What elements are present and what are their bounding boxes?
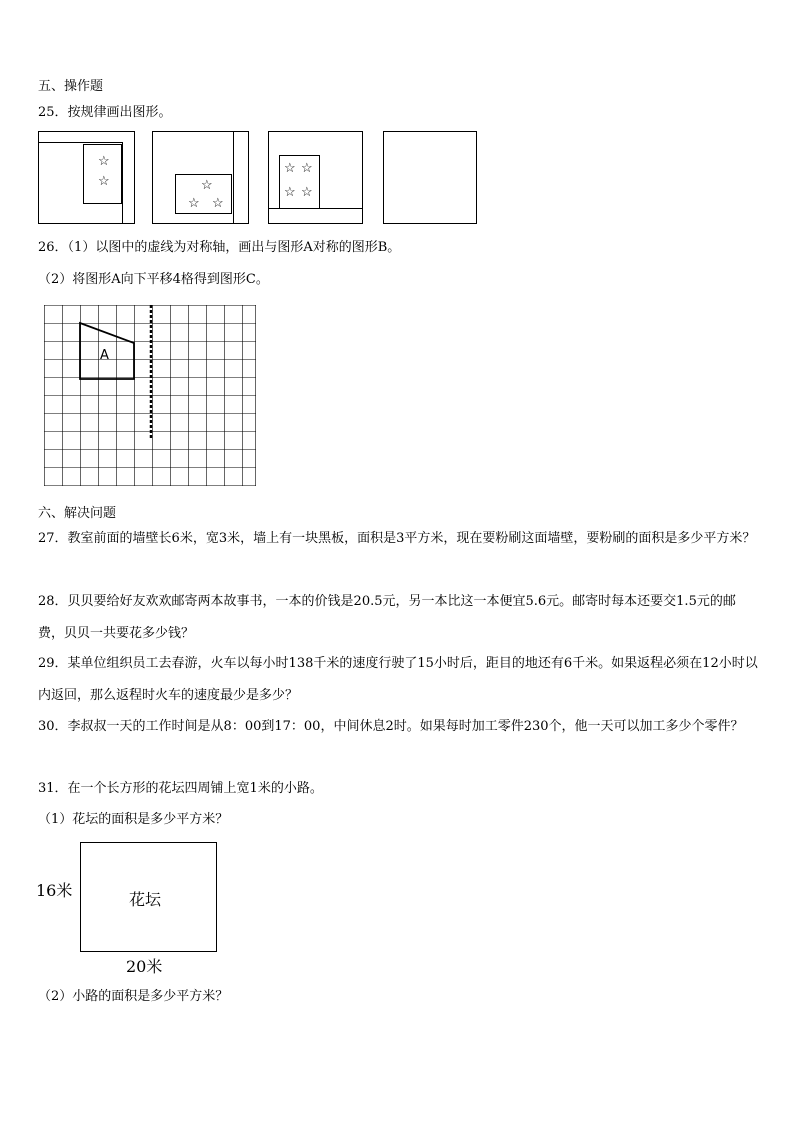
pattern-figure-4-answer[interactable] bbox=[383, 131, 477, 224]
star-icon: ☆ bbox=[98, 174, 110, 189]
pattern-figure-1 bbox=[38, 131, 135, 224]
star-icon: ☆ bbox=[301, 161, 313, 176]
question-31-part-2: （2）小路的面积是多少平方米？ bbox=[38, 989, 229, 1004]
pattern-line bbox=[233, 131, 234, 224]
section-6-title: 六、解决问题 bbox=[38, 506, 117, 521]
question-26-part-2: （2）将图形A向下平移4格得到图形C。 bbox=[38, 272, 269, 287]
question-27: 27．教室前面的墙壁长6米，宽3米，墙上有一块黑板，面积是3平方米，现在要粉刷这面墙壁，要粉刷的面积是多少平方米？ bbox=[38, 531, 756, 546]
symmetry-grid[interactable] bbox=[44, 305, 258, 492]
pattern-figure-2 bbox=[152, 131, 249, 224]
garden-rectangle bbox=[80, 842, 217, 952]
question-31: 31．在一个长方形的花坛四周铺上宽1米的小路。 bbox=[38, 781, 323, 796]
garden-label: 花坛 bbox=[129, 890, 162, 909]
question-31-part-1: （1）花坛的面积是多少平方米？ bbox=[38, 812, 229, 827]
star-icon: ☆ bbox=[284, 161, 296, 176]
garden-width-label: 20米 bbox=[126, 957, 163, 976]
garden-height-label: 16米 bbox=[36, 881, 73, 900]
star-icon: ☆ bbox=[301, 185, 313, 200]
question-26-part-1: 26．（1）以图中的虚线为对称轴，画出与图形A对称的图形B。 bbox=[38, 240, 401, 255]
question-30: 30．李叔叔一天的工作时间是从8：00到17：00，中间休息2时。如果每时加工零件230个，他一天可以加工多少个零件？ bbox=[38, 719, 744, 734]
star-icon: ☆ bbox=[212, 196, 224, 211]
star-icon: ☆ bbox=[201, 178, 213, 193]
pattern-line bbox=[122, 142, 123, 224]
question-29: 29．某单位组织员工去春游，火车以每小时138千米的速度行驶了15小时后，距目的地还有6千米。如果返程必须在12小时以内返回，那么返程时火车的速度最少是多少？ bbox=[38, 656, 758, 703]
question-28: 28．贝贝要给好友欢欢邮寄两本故事书，一本的价钱是20.5元，另一本比这一本便宜5.6元。邮寄时每本还要交1.5元的邮费，贝贝一共要花多少钱？ bbox=[38, 594, 736, 641]
shape-a-label: A bbox=[100, 348, 109, 363]
pattern-line bbox=[38, 142, 122, 143]
star-icon: ☆ bbox=[284, 185, 296, 200]
star-icon: ☆ bbox=[188, 196, 200, 211]
pattern-figure-3 bbox=[268, 131, 363, 224]
pattern-star-box bbox=[83, 144, 122, 204]
question-25: 25．按规律画出图形。 bbox=[38, 105, 172, 120]
pattern-star-box bbox=[279, 155, 320, 209]
star-icon: ☆ bbox=[98, 154, 110, 169]
section-5-title: 五、操作题 bbox=[38, 79, 104, 94]
pattern-star-box bbox=[175, 174, 232, 214]
